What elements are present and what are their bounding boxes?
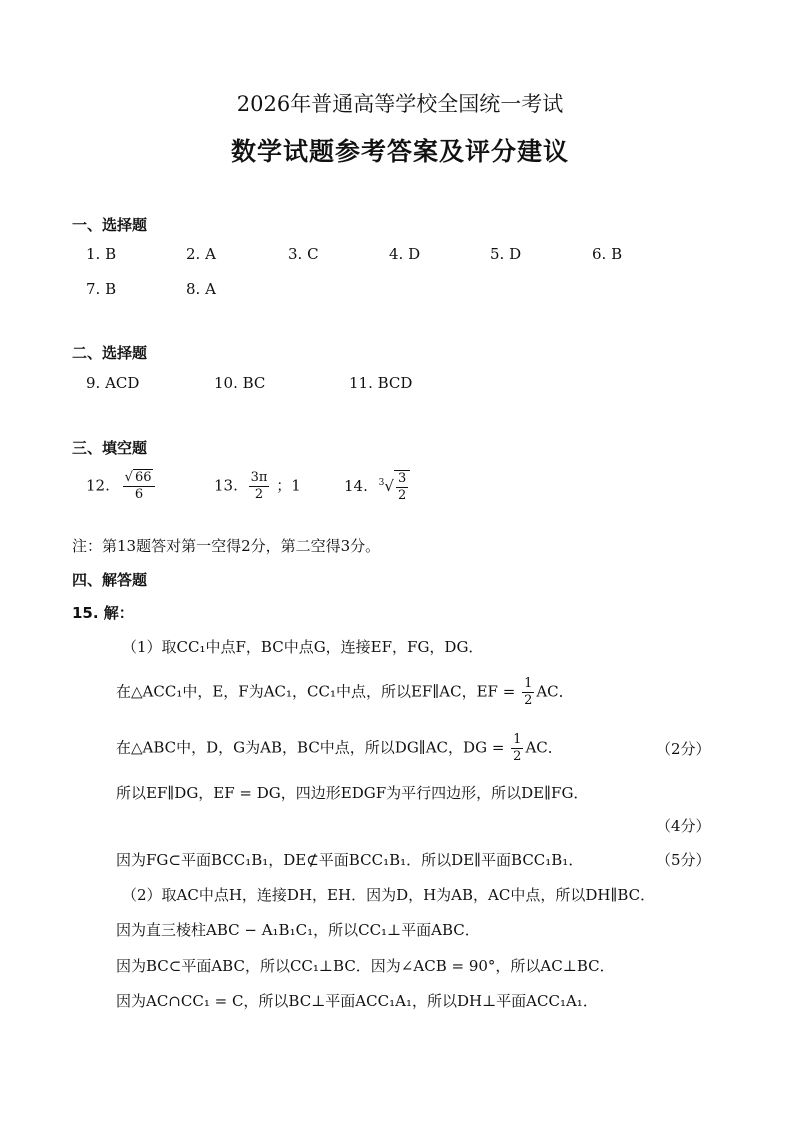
solution-line-2-tail: AC． (536, 682, 574, 701)
solution-line-1: （1）取CC₁中点F，BC中点G，连接EF，FG，DG． (122, 638, 484, 656)
section-2-heading: 二、选择题 (72, 344, 148, 362)
answer-14-cube-root: $^3$√ $\frac{3}{2}$ (379, 470, 411, 504)
fill-blank-note: 注：第13题答对第一空得2分，第二空得3分。 (72, 537, 381, 555)
answer-14-index: 3 (378, 478, 385, 488)
solution-line-3-tail: AC． (525, 738, 563, 757)
answer-12-denominator: 6 (134, 487, 144, 502)
answer-1: 1. B (86, 245, 117, 263)
answer-13-denominator: 2 (254, 487, 264, 502)
answer-13-numerator: 3π (250, 470, 268, 485)
question-15-label: 15. 解： (72, 604, 134, 622)
answer-13-fraction (249, 470, 270, 503)
answer-2: 2. A (186, 245, 216, 263)
section-3-heading: 三、填空题 (72, 439, 148, 457)
exam-title: 2026年普通高等学校全国统一考试 (236, 92, 564, 116)
solution-line-2-text: 在△ACC₁中，E，F为AC₁，CC₁中点，所以EF∥AC，EF = (116, 682, 516, 701)
answer-12-label: 12. (86, 476, 110, 495)
solution-line-3 (116, 732, 563, 765)
answer-9: 9. ACD (86, 374, 140, 392)
solution-line-4: 所以EF∥DG，EF = DG，四边形EDGF为平行四边形，所以DE∥FG． (116, 784, 589, 802)
answer-13 (214, 470, 301, 503)
section-1-heading: 一、选择题 (72, 216, 148, 234)
answer-12-radicand: 66 (134, 470, 152, 485)
answer-14-label: 14. (344, 477, 368, 495)
score-5: （5分） (656, 851, 711, 869)
half-numerator: 1 (524, 676, 533, 691)
score-2: （2分） (656, 740, 711, 758)
answer-6: 6. B (592, 245, 623, 263)
solution-line-3-text: 在△ABC中，D，G为AB，BC中点，所以DG∥AC，DG = (116, 738, 505, 757)
answer-14-numerator: 3 (397, 471, 407, 486)
solution-line-9: 因为AC∩CC₁ = C，所以BC⊥平面ACC₁A₁，所以DH⊥平面ACC₁A₁． (116, 992, 598, 1010)
answer-13-tail: ；1 (276, 476, 301, 495)
answer-14-fraction (394, 470, 410, 504)
solution-line-6: （2）取AC中点H，连接DH，EH．因为D，H为AB，AC中点，所以DH∥BC． (122, 886, 656, 904)
half-fraction-2 (511, 732, 523, 765)
solution-line-8: 因为BC⊂平面ABC，所以CC₁⊥BC．因为∠ACB = 90°，所以AC⊥BC． (116, 957, 615, 975)
answer-11: 11. BCD (349, 374, 413, 392)
answer-14 (344, 470, 410, 504)
answer-4: 4. D (389, 245, 421, 263)
half-denominator: 2 (513, 749, 522, 764)
score-4: （4分） (656, 817, 711, 835)
solution-line-2 (116, 676, 574, 709)
answer-13-label: 13. (214, 476, 238, 495)
answer-14-denominator: 2 (397, 488, 407, 503)
answer-8: 8. A (186, 280, 216, 298)
half-fraction-1 (522, 676, 534, 709)
solution-line-7: 因为直三棱柱ABC − A₁B₁C₁，所以CC₁⊥平面ABC． (116, 921, 480, 939)
document-title: 数学试题参考答案及评分建议 (230, 137, 569, 166)
section-4-heading: 四、解答题 (72, 571, 148, 589)
answer-12 (86, 470, 157, 503)
answer-3: 3. C (288, 245, 319, 263)
answer-10: 10. BC (214, 374, 266, 392)
answer-5: 5. D (490, 245, 522, 263)
half-numerator: 1 (513, 732, 522, 747)
answer-7: 7. B (86, 280, 117, 298)
half-denominator: 2 (524, 693, 533, 708)
answer-12-fraction: $\frac{√ 66}{6}$ (123, 470, 156, 503)
solution-line-5: 因为FG⊂平面BCC₁B₁，DE⊄平面BCC₁B₁．所以DE∥平面BCC₁B₁． (116, 851, 584, 869)
